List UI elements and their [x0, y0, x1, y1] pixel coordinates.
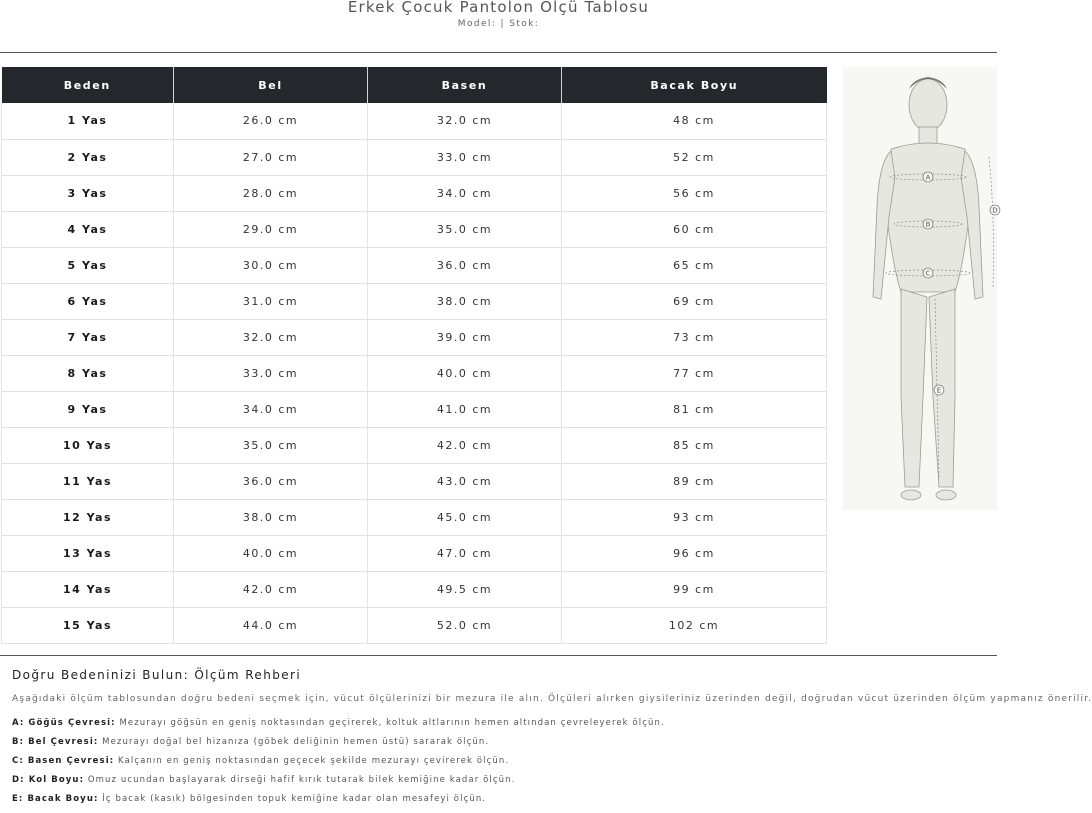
table-cell: 10 Yas — [2, 427, 174, 463]
measurement-guide — [12, 668, 1092, 813]
table-cell: 38.0 cm — [368, 283, 562, 319]
column-header-basen: Basen — [368, 67, 562, 103]
table-cell: 77 cm — [562, 355, 827, 391]
table-cell: 36.0 cm — [174, 463, 368, 499]
column-header-beden: Beden — [2, 67, 174, 103]
table-cell: 42.0 cm — [174, 571, 368, 607]
marker-e: E — [936, 386, 942, 395]
guide-item-leg — [12, 794, 992, 813]
guide-item-text: Mezurayı doğal bel hizanıza (göbek deliğinin hemen üstü) sararak ölçün. — [102, 737, 490, 747]
guide-item-arm — [12, 775, 992, 794]
table-cell: 48 cm — [562, 103, 827, 139]
size-table — [1, 67, 827, 644]
table-header-row — [2, 67, 827, 103]
table-body — [2, 103, 827, 643]
table-row — [2, 391, 827, 427]
table-cell: 30.0 cm — [174, 247, 368, 283]
guide-item-waist — [12, 737, 992, 756]
table-cell: 60 cm — [562, 211, 827, 247]
table-cell: 8 Yas — [2, 355, 174, 391]
table-cell: 41.0 cm — [368, 391, 562, 427]
table-cell: 43.0 cm — [368, 463, 562, 499]
table-cell: 2 Yas — [2, 139, 174, 175]
table-cell: 14 Yas — [2, 571, 174, 607]
table-row — [2, 283, 827, 319]
page-subtitle: Model: | Stok: — [457, 19, 540, 29]
table-cell: 42.0 cm — [368, 427, 562, 463]
table-cell: 1 Yas — [2, 103, 174, 139]
table-cell: 31.0 cm — [174, 283, 368, 319]
table-cell: 29.0 cm — [174, 211, 368, 247]
table-cell: 32.0 cm — [174, 319, 368, 355]
guide-item-text: Kalçanın en geniş noktasından geçecek şekilde mezurayı çevirerek ölçün. — [118, 756, 510, 766]
guide-item-key: B: Bel Çevresi: — [12, 737, 99, 747]
table-row — [2, 247, 827, 283]
table-cell: 36.0 cm — [368, 247, 562, 283]
table-row — [2, 571, 827, 607]
marker-d: D — [992, 206, 998, 215]
table-cell: 38.0 cm — [174, 499, 368, 535]
table-row — [2, 535, 827, 571]
table-cell: 99 cm — [562, 571, 827, 607]
size-table-container — [1, 67, 826, 644]
table-cell: 35.0 cm — [368, 211, 562, 247]
table-cell: 69 cm — [562, 283, 827, 319]
table-row — [2, 211, 827, 247]
table-cell: 34.0 cm — [368, 175, 562, 211]
table-cell: 39.0 cm — [368, 319, 562, 355]
table-cell: 81 cm — [562, 391, 827, 427]
guide-item-key: D: Kol Boyu: — [12, 775, 85, 785]
table-cell: 73 cm — [562, 319, 827, 355]
table-cell: 44.0 cm — [174, 607, 368, 643]
table-cell: 4 Yas — [2, 211, 174, 247]
body-measurement-figure — [843, 67, 997, 510]
marker-a: A — [925, 173, 931, 182]
column-header-bacak-boyu: Bacak Boyu — [562, 67, 827, 103]
table-cell: 9 Yas — [2, 391, 174, 427]
table-cell: 56 cm — [562, 175, 827, 211]
table-row — [2, 355, 827, 391]
table-row — [2, 139, 827, 175]
column-header-bel: Bel — [174, 67, 368, 103]
table-cell: 52 cm — [562, 139, 827, 175]
body-illustration — [843, 67, 997, 510]
table-cell: 93 cm — [562, 499, 827, 535]
marker-c: C — [925, 269, 931, 278]
table-row — [2, 103, 827, 139]
table-cell: 49.5 cm — [368, 571, 562, 607]
table-cell: 47.0 cm — [368, 535, 562, 571]
table-cell: 35.0 cm — [174, 427, 368, 463]
table-cell: 27.0 cm — [174, 139, 368, 175]
guide-item-key: C: Basen Çevresi: — [12, 756, 115, 766]
section-divider — [0, 655, 997, 656]
table-row — [2, 463, 827, 499]
guide-intro: Aşağıdaki ölçüm tablosundan doğru bedeni seçmek için, vücut ölçülerinizi bir mezura ile alın. Ölçüleri alırken giysileriniz üzerinden değil, doğrudan vücut üzerinden ölçüm yapmanız önerilir. — [12, 694, 1092, 704]
table-cell: 3 Yas — [2, 175, 174, 211]
table-cell: 40.0 cm — [174, 535, 368, 571]
table-row — [2, 175, 827, 211]
table-cell: 12 Yas — [2, 499, 174, 535]
table-cell: 33.0 cm — [174, 355, 368, 391]
guide-item-key: A: Göğüs Çevresi: — [12, 718, 116, 728]
guide-item-text: Mezurayı göğsün en geniş noktasından geçirerek, koltuk altlarının hemen altından çevreleyerek ölçün. — [119, 718, 665, 728]
guide-title: Doğru Bedeninizi Bulun: Ölçüm Rehberi — [12, 668, 302, 682]
table-cell: 33.0 cm — [368, 139, 562, 175]
table-cell: 11 Yas — [2, 463, 174, 499]
table-cell: 52.0 cm — [368, 607, 562, 643]
guide-item-chest — [12, 718, 992, 737]
marker-b: B — [925, 220, 931, 229]
table-cell: 40.0 cm — [368, 355, 562, 391]
table-row — [2, 427, 827, 463]
table-cell: 34.0 cm — [174, 391, 368, 427]
table-cell: 15 Yas — [2, 607, 174, 643]
table-cell: 5 Yas — [2, 247, 174, 283]
table-cell: 28.0 cm — [174, 175, 368, 211]
table-cell: 26.0 cm — [174, 103, 368, 139]
table-row — [2, 607, 827, 643]
table-cell: 13 Yas — [2, 535, 174, 571]
page-title: Erkek Çocuk Pantolon Olçü Tablosu — [347, 0, 650, 16]
table-cell: 102 cm — [562, 607, 827, 643]
table-cell: 65 cm — [562, 247, 827, 283]
table-cell: 89 cm — [562, 463, 827, 499]
guide-item-key: E: Bacak Boyu: — [12, 794, 99, 804]
guide-item-text: Omuz ucundan başlayarak dirseği hafif kırık tutarak bilek kemiğine kadar ölçün. — [87, 775, 516, 785]
guide-item-text: İç bacak (kasık) bölgesinden topuk kemiğine kadar olan mesafeyi ölçün. — [102, 794, 487, 804]
table-cell: 96 cm — [562, 535, 827, 571]
page-header — [0, 0, 997, 53]
guide-item-hip — [12, 756, 992, 775]
table-cell: 85 cm — [562, 427, 827, 463]
table-cell: 7 Yas — [2, 319, 174, 355]
table-row — [2, 319, 827, 355]
guide-list — [12, 718, 992, 813]
table-cell: 6 Yas — [2, 283, 174, 319]
table-row — [2, 499, 827, 535]
table-cell: 45.0 cm — [368, 499, 562, 535]
table-cell: 32.0 cm — [368, 103, 562, 139]
